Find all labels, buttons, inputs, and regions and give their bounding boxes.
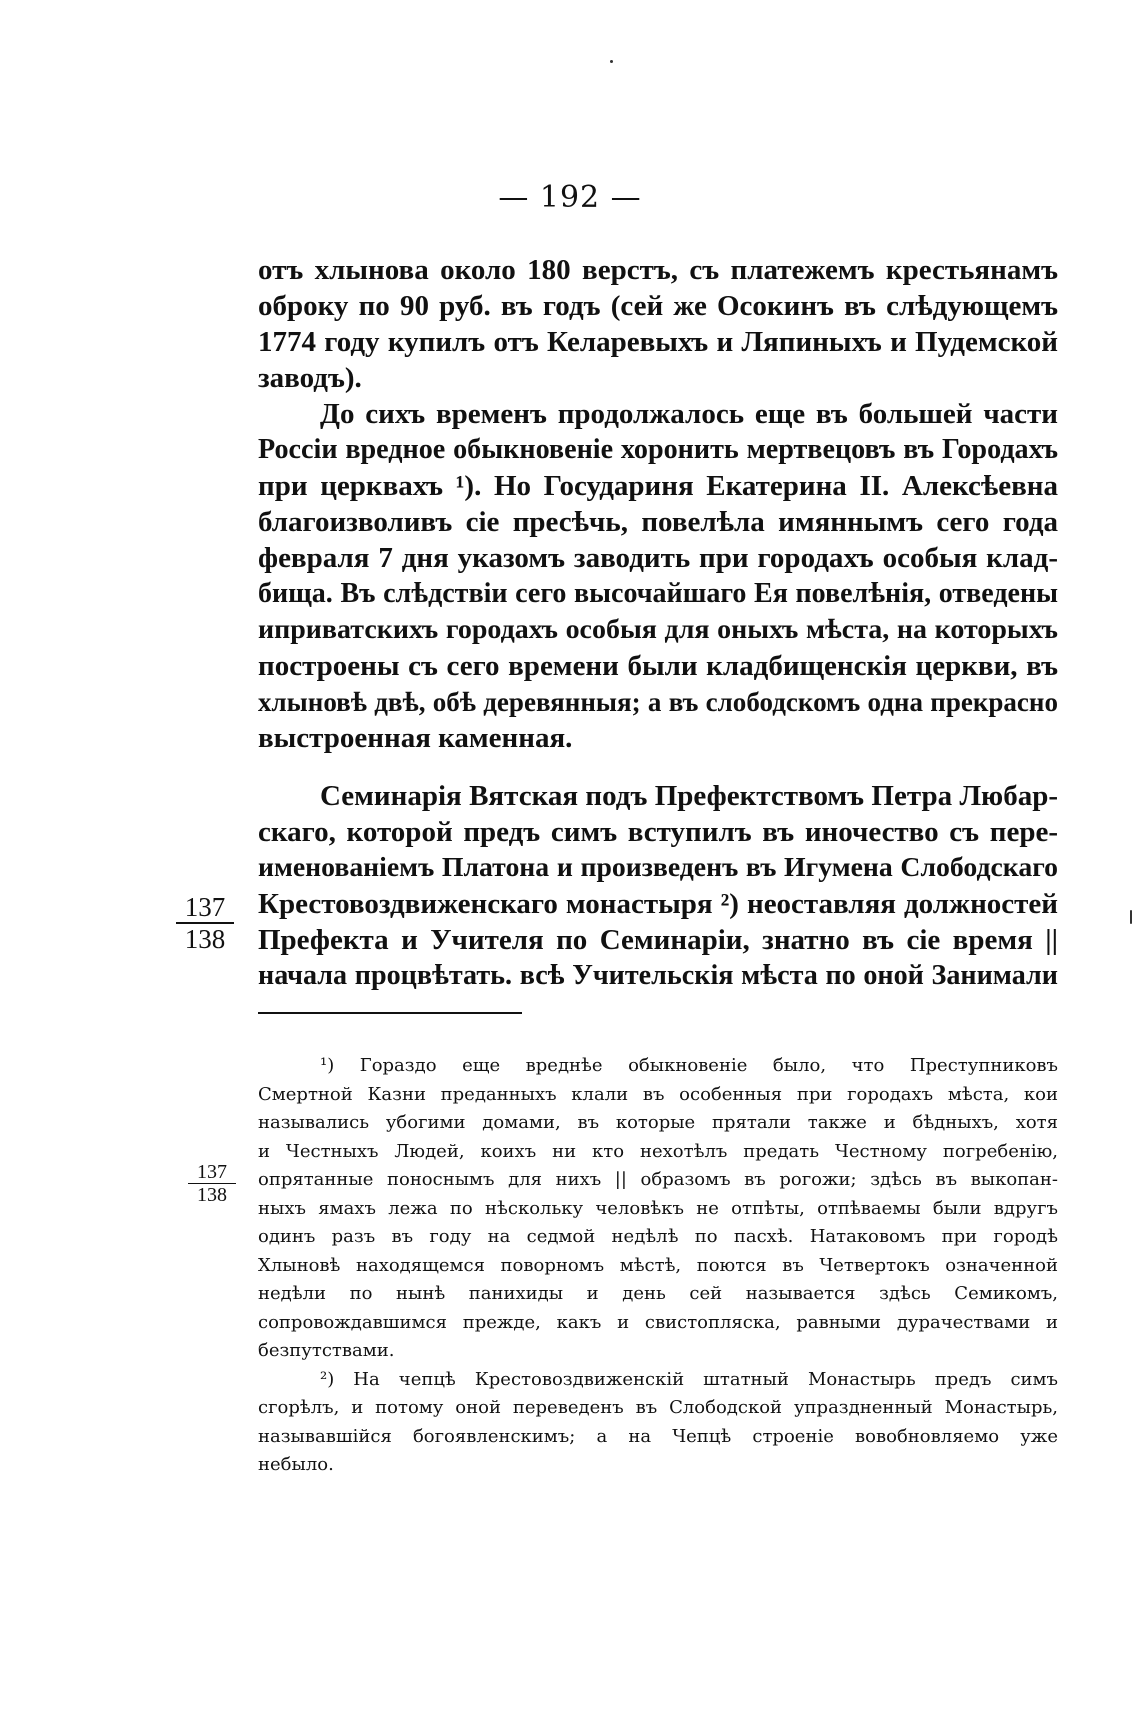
page-number: — 192 — [498, 180, 642, 215]
footnote-rule [258, 1012, 522, 1014]
footnote-line: и Честныхъ Людей, коихъ ни кто нехотѣлъ предать Честному погребенію, [258, 1140, 1058, 1162]
folio-bottom: 138 [197, 1184, 227, 1206]
margin-folio-main [176, 892, 234, 954]
folio-bottom: 138 [184, 924, 226, 954]
footnote-line: сопровождавшимся прежде, какъ и свистопляска, равными дурачествами и [258, 1311, 1058, 1333]
text-line: именованіемъ Платона и произведенъ въ Игумена Слободскаго [258, 852, 1058, 883]
text-line: благоизволивъ сіе пресѣчь, повелѣла имяннымъ сего года [258, 506, 1058, 538]
text-line: хлыновѣ двѣ, обѣ деревянныя; а въ слободскомъ одна прекрасно [258, 687, 1058, 717]
text-line: февраля 7 дня указомъ заводить при городахъ особыя клад- [258, 542, 1058, 574]
text-line: при церквахъ ¹). Но Государиня Екатерина II. Алексѣевна [258, 470, 1058, 502]
footnotes [258, 1052, 1058, 1480]
text-line: построены съ сего времени были кладбищенскія церкви, въ [258, 650, 1058, 682]
text-line: Крестовоздвиженскаго монастыря ²) неоставляя должностей [258, 888, 1058, 920]
text-line: выстроенная каменная. [258, 722, 573, 754]
text-line: Россіи вредное обыкновеніе хоронить мертвецовъ въ Городахъ [258, 434, 1058, 465]
main-text [258, 252, 1058, 994]
footnote-line: называвшійся богоявленскимъ; а на Чепцѣ строеніе вовобновляемо уже [258, 1425, 1058, 1447]
footnote-line: назывались убогими домами, въ которые прятали также и бѣдныхъ, хотя [258, 1112, 1058, 1133]
folio-top: 137 [188, 1161, 236, 1184]
folio-top: 137 [176, 892, 234, 924]
text-line: оброку по 90 руб. въ годъ (сей же Осокинъ въ слѣдующемъ [258, 290, 1058, 322]
margin-folio-note [188, 1161, 236, 1206]
footnote-line: Смертной Казни преданныхъ клали въ особенныя при городахъ мѣста, кои [258, 1083, 1058, 1105]
text-line: До сихъ временъ продолжалось еще въ большей части [320, 398, 1058, 430]
text-line: иприватскихъ городахъ особыя для оныхъ мѣста, на которыхъ [258, 614, 1058, 645]
text-line: Семинарія Вятская подъ Префектствомъ Петра Любар- [320, 780, 1058, 812]
footnote-line: ²) На чепцѣ Крестовоздвиженскій штатный Монастырь предъ симъ [320, 1368, 1058, 1390]
footnote-line: одинъ разъ въ году на седмой недѣлѣ по пасхѣ. Натаковомъ при городѣ [258, 1226, 1058, 1247]
text-line: отъ хлынова около 180 верстъ, съ платежемъ крестьянамъ [258, 254, 1058, 286]
footnote-line: недѣли по нынѣ панихиды и день сей называется здѣсь Семикомъ, [258, 1283, 1058, 1304]
footnote-line: небыло. [258, 1454, 334, 1475]
footnote-line: Хлыновѣ находящемся поворномъ мѣстѣ, поются въ Четвертокъ означенной [258, 1254, 1058, 1276]
text-line: бища. Въ слѣдствіи сего высочайшаго Ея повелѣнія, отведены [258, 578, 1058, 609]
text-line: начала процвѣтать. всѣ Учительскія мѣста по оной Занимали [258, 960, 1058, 991]
footnote-line: ¹) Гораздо еще вреднѣе обыкновеніе было, что Преступниковъ [320, 1055, 1058, 1076]
footnote-line: безпутствами. [258, 1340, 395, 1361]
footnote-line: опрятанные поноснымъ для нихъ || образомъ въ рогожи; здѣсь въ выкопан- [258, 1169, 1058, 1190]
text-line: 1774 году купилъ отъ Келаревыхъ и Ляпиныхъ и Пудемской [258, 326, 1058, 358]
text-line: скаго, которой предъ симъ вступилъ въ иночество съ пере- [258, 816, 1058, 848]
scan-speck [1130, 910, 1132, 924]
scan-speck [610, 60, 613, 63]
footnote-line: ныхъ ямахъ лежа по нѣскольку человѣкъ не отпѣты, отпѣваемы были вдругъ [258, 1197, 1058, 1219]
text-line: Префекта и Учителя по Семинаріи, знатно въ сіе время || [258, 924, 1058, 956]
text-line: заводъ). [258, 362, 362, 394]
footnote-line: сгорѣлъ, и потому оной переведенъ въ Слободской упраздненный Монастырь, [258, 1397, 1058, 1418]
